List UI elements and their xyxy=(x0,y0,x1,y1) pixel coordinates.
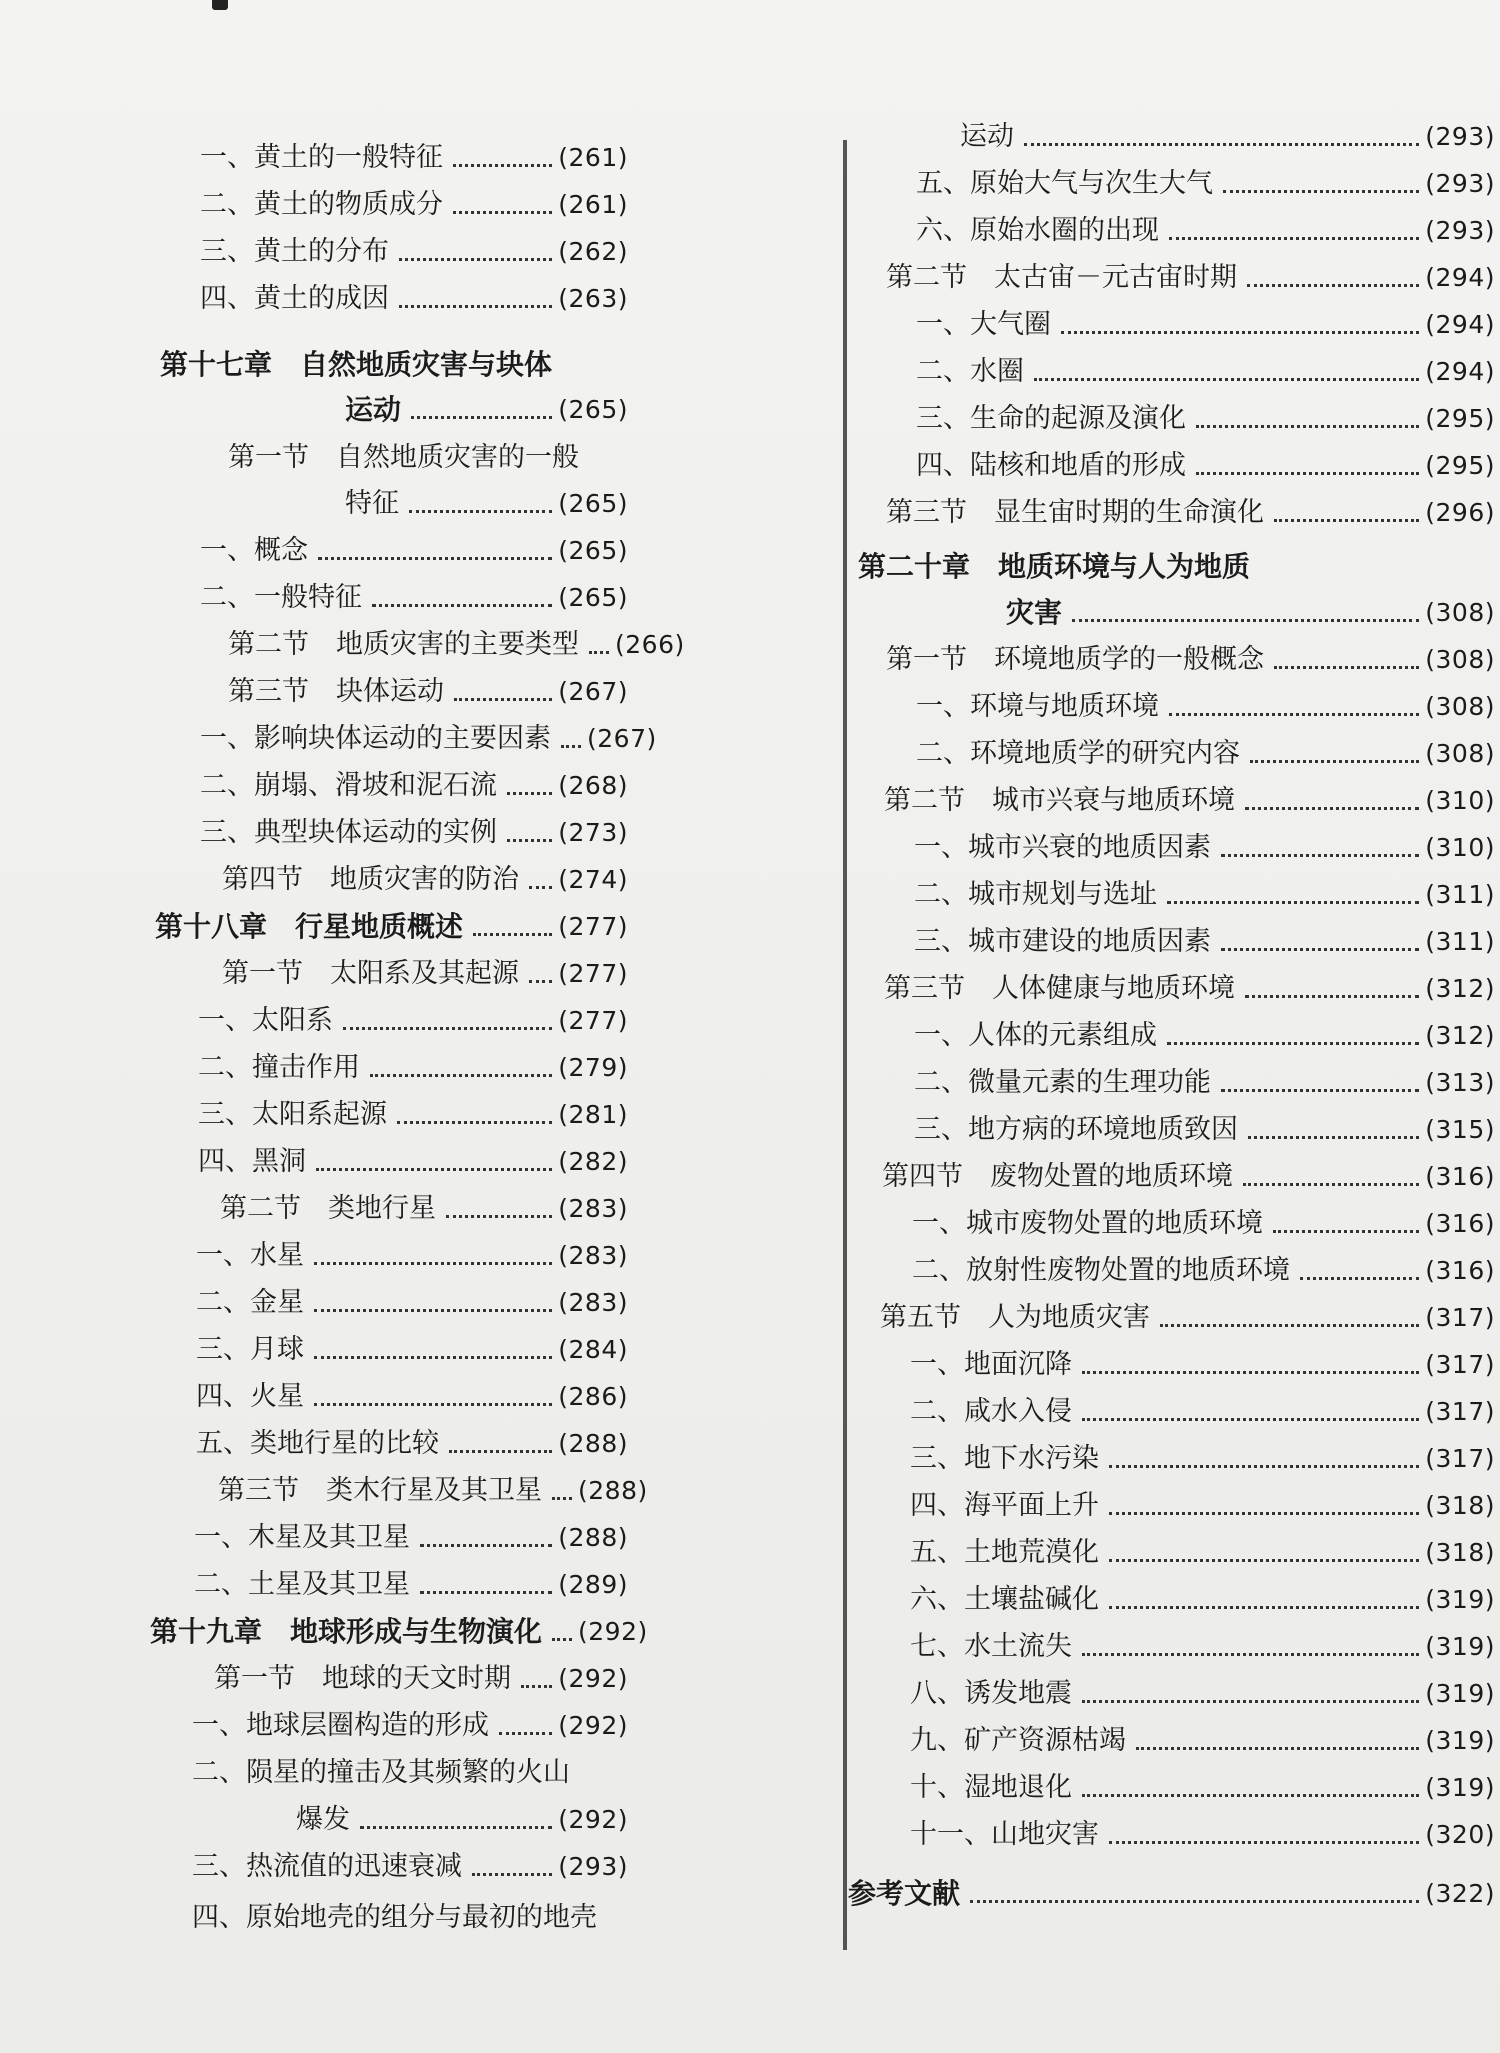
toc-page-number: (293) xyxy=(1425,169,1495,198)
left-toc-entry xyxy=(218,1473,648,1509)
dot-leader xyxy=(1109,1559,1419,1562)
toc-page-number: (316) xyxy=(1425,1209,1495,1238)
toc-entry-title: 第二十章 地质环境与人为地质 xyxy=(858,550,1251,583)
toc-page-number: (308) xyxy=(1425,598,1495,627)
dot-leader xyxy=(453,164,552,167)
toc-page-number: (317) xyxy=(1425,1303,1495,1332)
toc-page-number: (266) xyxy=(615,630,685,659)
dot-leader xyxy=(1109,1512,1419,1515)
toc-page-number: (322) xyxy=(1425,1879,1495,1908)
dot-leader xyxy=(970,1900,1419,1903)
dot-leader xyxy=(1250,760,1419,763)
toc-entry-title: 二、陨星的撞击及其频繁的火山 xyxy=(192,1757,570,1788)
dot-leader xyxy=(372,604,552,607)
right-toc-entry xyxy=(916,401,1495,437)
dot-leader xyxy=(1109,1465,1419,1468)
dot-leader xyxy=(499,1732,552,1735)
toc-page-number: (317) xyxy=(1425,1444,1495,1473)
right-toc-entry xyxy=(960,119,1495,155)
dot-leader xyxy=(1247,284,1419,287)
toc-page-number: (267) xyxy=(558,677,628,706)
toc-entry-title: 五、类地行星的比较 xyxy=(196,1428,439,1459)
toc-entry-title: 第二节 城市兴衰与地质环境 xyxy=(884,785,1235,816)
dot-leader xyxy=(1082,1371,1419,1374)
left-toc-entry xyxy=(200,721,657,757)
toc-page-number: (295) xyxy=(1425,404,1495,433)
toc-entry-title: 六、土壤盐碱化 xyxy=(910,1584,1099,1615)
toc-page-number: (308) xyxy=(1425,692,1495,721)
toc-entry-title: 一、概念 xyxy=(200,535,308,566)
dot-leader xyxy=(1169,713,1419,716)
dot-leader xyxy=(1082,1418,1419,1421)
left-toc-entry xyxy=(200,234,628,270)
left-toc-entry xyxy=(214,1661,628,1697)
toc-entry-title: 四、海平面上升 xyxy=(910,1490,1099,1521)
toc-entry-title: 第二节 地质灾害的主要类型 xyxy=(228,629,579,660)
dot-leader xyxy=(1221,1089,1419,1092)
toc-page-number: (288) xyxy=(578,1476,648,1505)
dot-leader xyxy=(397,1121,552,1124)
toc-page-number: (312) xyxy=(1425,974,1495,1003)
right-toc-entry xyxy=(916,307,1495,343)
toc-page-number: (308) xyxy=(1425,739,1495,768)
right-toc-entry xyxy=(914,924,1495,960)
toc-entry-title: 一、水星 xyxy=(196,1240,304,1271)
left-toc-entry xyxy=(228,627,685,663)
toc-entry-title: 一、大气圈 xyxy=(916,309,1051,340)
left-toc-entry xyxy=(200,140,628,176)
toc-entry-title: 二、撞击作用 xyxy=(198,1052,360,1083)
top-edge-fragment xyxy=(212,0,228,10)
dot-leader xyxy=(314,1403,552,1406)
dot-leader xyxy=(314,1356,552,1359)
toc-entry-title: 第二节 类地行星 xyxy=(220,1193,436,1224)
toc-page-number: (311) xyxy=(1425,927,1495,956)
dot-leader xyxy=(411,416,552,419)
dot-leader xyxy=(1167,901,1419,904)
toc-entry-title: 第三节 显生宙时期的生命演化 xyxy=(886,497,1264,528)
toc-page-number: (295) xyxy=(1425,451,1495,480)
left-toc-entry xyxy=(200,768,628,804)
toc-page-number: (311) xyxy=(1425,880,1495,909)
right-toc-entry xyxy=(886,495,1495,531)
left-toc-entry xyxy=(160,347,628,383)
right-toc-entry xyxy=(880,1300,1495,1336)
right-toc-entry xyxy=(886,260,1495,296)
toc-entry-title: 第十八章 行星地质概述 xyxy=(155,910,464,943)
toc-entry-title: 运动 xyxy=(345,393,402,426)
toc-entry-title: 一、城市废物处置的地质环境 xyxy=(912,1208,1263,1239)
toc-entry-title: 三、城市建设的地质因素 xyxy=(914,926,1211,957)
dot-leader xyxy=(552,1497,572,1500)
dot-leader xyxy=(561,745,581,748)
right-toc-entry xyxy=(910,1347,1495,1383)
toc-entry-title: 一、木星及其卫星 xyxy=(194,1522,410,1553)
dot-leader xyxy=(1273,1230,1419,1233)
toc-entry-title: 五、原始大气与次生大气 xyxy=(916,168,1213,199)
toc-page-number: (319) xyxy=(1425,1632,1495,1661)
dot-leader xyxy=(420,1544,552,1547)
toc-page-number: (263) xyxy=(558,284,628,313)
dot-leader xyxy=(454,698,552,701)
toc-page-number: (292) xyxy=(578,1617,648,1646)
toc-entry-title: 二、放射性废物处置的地质环境 xyxy=(912,1255,1290,1286)
toc-page-number: (292) xyxy=(558,1711,628,1740)
dot-leader xyxy=(449,1450,552,1453)
toc-entry-title: 三、典型块体运动的实例 xyxy=(200,817,497,848)
dot-leader xyxy=(529,980,552,983)
toc-page-number: (288) xyxy=(558,1523,628,1552)
toc-page-number: (279) xyxy=(558,1053,628,1082)
toc-page-number: (317) xyxy=(1425,1397,1495,1426)
dot-leader xyxy=(1221,854,1419,857)
dot-leader xyxy=(1221,948,1419,951)
left-toc-entry xyxy=(192,1755,628,1791)
right-toc-entry xyxy=(916,689,1495,725)
right-toc-entry xyxy=(910,1629,1495,1665)
right-toc-entry xyxy=(914,1018,1495,1054)
right-toc-entry xyxy=(912,1253,1495,1289)
left-toc-entry xyxy=(194,1567,628,1603)
dot-leader xyxy=(1024,143,1419,146)
toc-page-number: (310) xyxy=(1425,833,1495,862)
right-toc-entry xyxy=(882,1159,1495,1195)
toc-page-number: (292) xyxy=(558,1805,628,1834)
left-toc-entry xyxy=(192,1849,628,1885)
toc-page-number: (294) xyxy=(1425,310,1495,339)
toc-page-number: (293) xyxy=(558,1852,628,1881)
toc-entry-title: 特征 xyxy=(345,488,399,519)
dot-leader xyxy=(552,1638,572,1641)
toc-entry-title: 一、环境与地质环境 xyxy=(916,691,1159,722)
dot-leader xyxy=(507,839,552,842)
toc-page-number: (277) xyxy=(558,959,628,988)
toc-entry-title: 四、火星 xyxy=(196,1381,304,1412)
toc-entry-title: 一、影响块体运动的主要因素 xyxy=(200,723,551,754)
left-toc-entry xyxy=(200,187,628,223)
toc-page-number: (277) xyxy=(558,912,628,941)
toc-page-number: (318) xyxy=(1425,1538,1495,1567)
right-toc-entry xyxy=(910,1582,1495,1618)
dot-leader xyxy=(507,792,552,795)
left-toc-entry xyxy=(222,862,628,898)
right-toc-entry xyxy=(848,1876,1495,1912)
dot-leader xyxy=(1160,1324,1419,1327)
right-toc-entry xyxy=(916,354,1495,390)
toc-entry-title: 十一、山地灾害 xyxy=(910,1819,1099,1850)
toc-entry-title: 第十七章 自然地质灾害与块体 xyxy=(160,348,553,381)
left-toc-entry xyxy=(222,956,628,992)
toc-entry-title: 运动 xyxy=(960,121,1014,152)
toc-page-number: (284) xyxy=(558,1335,628,1364)
toc-entry-title: 三、月球 xyxy=(196,1334,304,1365)
right-toc-entry xyxy=(912,1206,1495,1242)
toc-page-number: (283) xyxy=(558,1288,628,1317)
right-toc-entry xyxy=(916,166,1495,202)
left-toc-entry xyxy=(192,1708,628,1744)
toc-entry-title: 第一节 自然地质灾害的一般 xyxy=(228,442,579,473)
toc-entry-title: 二、土星及其卫星 xyxy=(194,1569,410,1600)
toc-page-number: (267) xyxy=(587,724,657,753)
toc-page-number: (310) xyxy=(1425,786,1495,815)
right-toc-entry xyxy=(884,783,1495,819)
toc-entry-title: 第一节 太阳系及其起源 xyxy=(222,958,519,989)
toc-entry-title: 第三节 人体健康与地质环境 xyxy=(884,973,1235,1004)
toc-entry-title: 三、热流值的迅速衰减 xyxy=(192,1851,462,1882)
toc-entry-title: 第一节 地球的天文时期 xyxy=(214,1663,511,1694)
dot-leader xyxy=(1245,995,1419,998)
toc-page-number: (265) xyxy=(558,536,628,565)
left-toc-entry xyxy=(198,1050,628,1086)
right-toc-entry xyxy=(886,642,1495,678)
toc-entry-title: 四、原始地壳的组分与最初的地壳 xyxy=(192,1902,597,1933)
dot-leader xyxy=(360,1826,552,1829)
toc-entry-title: 三、地下水污染 xyxy=(910,1443,1099,1474)
toc-page-number: (316) xyxy=(1425,1162,1495,1191)
toc-entry-title: 二、城市规划与选址 xyxy=(914,879,1157,910)
toc-entry-title: 二、水圈 xyxy=(916,356,1024,387)
dot-leader xyxy=(1300,1277,1419,1280)
toc-entry-title: 九、矿产资源枯竭 xyxy=(910,1725,1126,1756)
dot-leader xyxy=(453,211,552,214)
toc-entry-title: 二、一般特征 xyxy=(200,582,362,613)
right-toc-entry xyxy=(914,877,1495,913)
right-toc-entry xyxy=(916,213,1495,249)
dot-leader xyxy=(316,1168,552,1171)
toc-entry-title: 三、黄土的分布 xyxy=(200,236,389,267)
toc-entry-title: 五、土地荒漠化 xyxy=(910,1537,1099,1568)
dot-leader xyxy=(318,557,552,560)
toc-page-number: (265) xyxy=(558,583,628,612)
dot-leader xyxy=(446,1215,552,1218)
right-toc-entry xyxy=(910,1676,1495,1712)
toc-page-number: (319) xyxy=(1425,1585,1495,1614)
right-toc-entry xyxy=(910,1535,1495,1571)
right-toc-entry xyxy=(916,448,1495,484)
left-toc-entry xyxy=(228,440,628,476)
left-toc-entry xyxy=(196,1332,628,1368)
dot-leader xyxy=(409,510,552,513)
toc-entry-title: 三、生命的起源及演化 xyxy=(916,403,1186,434)
toc-page-number: (282) xyxy=(558,1147,628,1176)
dot-leader xyxy=(1136,1747,1419,1750)
toc-page-number: (288) xyxy=(558,1429,628,1458)
toc-entry-title: 六、原始水圈的出现 xyxy=(916,215,1159,246)
toc-entry-title: 二、黄土的物质成分 xyxy=(200,189,443,220)
dot-leader xyxy=(472,1873,552,1876)
dot-leader xyxy=(1109,1841,1419,1844)
dot-leader xyxy=(1082,1653,1419,1656)
left-toc-entry xyxy=(192,1900,628,1936)
dot-leader xyxy=(529,886,552,889)
toc-page-number: (315) xyxy=(1425,1115,1495,1144)
toc-page-number: (261) xyxy=(558,190,628,219)
toc-page-number: (312) xyxy=(1425,1021,1495,1050)
left-toc-entry xyxy=(150,1614,648,1650)
dot-leader xyxy=(1061,331,1419,334)
toc-page-number: (292) xyxy=(558,1664,628,1693)
dot-leader xyxy=(589,651,609,654)
toc-entry-title: 二、崩塌、滑坡和泥石流 xyxy=(200,770,497,801)
toc-entry-title: 二、金星 xyxy=(196,1287,304,1318)
dot-leader xyxy=(1082,1794,1419,1797)
toc-page-number: (277) xyxy=(558,1006,628,1035)
dot-leader xyxy=(370,1074,552,1077)
toc-entry-title: 一、太阳系 xyxy=(198,1005,333,1036)
toc-entry-title: 四、陆核和地盾的形成 xyxy=(916,450,1186,481)
toc-page-number: (319) xyxy=(1425,1679,1495,1708)
right-toc-entry xyxy=(910,1441,1495,1477)
column-divider xyxy=(843,140,847,1950)
toc-page-number: (294) xyxy=(1425,263,1495,292)
toc-entry-title: 一、人体的元素组成 xyxy=(914,1020,1157,1051)
toc-page-number: (286) xyxy=(558,1382,628,1411)
dot-leader xyxy=(1274,666,1419,669)
dot-leader xyxy=(1034,378,1419,381)
left-toc-entry xyxy=(345,486,628,522)
dot-leader xyxy=(521,1685,552,1688)
toc-page-number: (317) xyxy=(1425,1350,1495,1379)
toc-entry-title: 一、黄土的一般特征 xyxy=(200,142,443,173)
toc-page-number: (265) xyxy=(558,489,628,518)
toc-page-number: (316) xyxy=(1425,1256,1495,1285)
toc-entry-title: 第二节 太古宙－元古宙时期 xyxy=(886,262,1237,293)
toc-page-number: (313) xyxy=(1425,1068,1495,1097)
left-toc-entry xyxy=(194,1520,628,1556)
toc-entry-title: 灾害 xyxy=(1006,596,1063,629)
left-toc-entry xyxy=(196,1238,628,1274)
left-toc-entry xyxy=(345,392,628,428)
right-toc-entry xyxy=(910,1817,1495,1853)
toc-entry-title: 第三节 类木行星及其卫星 xyxy=(218,1475,542,1506)
toc-page-number: (320) xyxy=(1425,1820,1495,1849)
toc-entry-title: 十、湿地退化 xyxy=(910,1772,1072,1803)
toc-entry-title: 第十九章 地球形成与生物演化 xyxy=(150,1615,543,1648)
toc-page-number: (261) xyxy=(558,143,628,172)
toc-page-number: (268) xyxy=(558,771,628,800)
toc-entry-title: 七、水土流失 xyxy=(910,1631,1072,1662)
dot-leader xyxy=(420,1591,552,1594)
dot-leader xyxy=(1274,519,1419,522)
toc-page-number: (318) xyxy=(1425,1491,1495,1520)
right-toc-entry xyxy=(910,1488,1495,1524)
right-toc-entry xyxy=(914,830,1495,866)
toc-entry-title: 一、地面沉降 xyxy=(910,1349,1072,1380)
left-toc-entry xyxy=(196,1426,628,1462)
toc-page-number: (294) xyxy=(1425,357,1495,386)
left-toc-entry xyxy=(196,1379,628,1415)
dot-leader xyxy=(1169,237,1419,240)
dot-leader xyxy=(1082,1700,1419,1703)
dot-leader xyxy=(473,933,552,936)
toc-entry-title: 第一节 环境地质学的一般概念 xyxy=(886,644,1264,675)
toc-entry-title: 四、黑洞 xyxy=(198,1146,306,1177)
toc-page-number: (293) xyxy=(1425,122,1495,151)
toc-entry-title: 四、黄土的成因 xyxy=(200,283,389,314)
dot-leader xyxy=(1109,1606,1419,1609)
left-toc-entry xyxy=(155,909,628,945)
toc-entry-title: 爆发 xyxy=(296,1804,350,1835)
dot-leader xyxy=(1196,425,1419,428)
toc-entry-title: 第三节 块体运动 xyxy=(228,676,444,707)
dot-leader xyxy=(399,305,552,308)
toc-page-number: (273) xyxy=(558,818,628,847)
left-toc-entry xyxy=(200,580,628,616)
toc-entry-title: 第五节 人为地质灾害 xyxy=(880,1302,1150,1333)
dot-leader xyxy=(314,1309,552,1312)
left-toc-entry xyxy=(198,1144,628,1180)
right-toc-entry xyxy=(910,1394,1495,1430)
right-toc-entry xyxy=(916,736,1495,772)
toc-entry-title: 二、咸水入侵 xyxy=(910,1396,1072,1427)
left-toc-entry xyxy=(200,533,628,569)
toc-page-number: (308) xyxy=(1425,645,1495,674)
right-toc-entry xyxy=(914,1112,1495,1148)
dot-leader xyxy=(1243,1183,1419,1186)
toc-page-number: (319) xyxy=(1425,1726,1495,1755)
left-toc-entry xyxy=(198,1097,628,1133)
toc-entry-title: 二、微量元素的生理功能 xyxy=(914,1067,1211,1098)
left-toc-entry xyxy=(220,1191,628,1227)
dot-leader xyxy=(343,1027,552,1030)
right-toc-entry xyxy=(910,1770,1495,1806)
dot-leader xyxy=(1248,1136,1419,1139)
dot-leader xyxy=(399,258,552,261)
right-toc-entry xyxy=(858,549,1495,585)
toc-page-number: (265) xyxy=(558,395,628,424)
left-toc-entry xyxy=(228,674,628,710)
left-toc-entry xyxy=(198,1003,628,1039)
toc-entry-title: 三、地方病的环境地质致因 xyxy=(914,1114,1238,1145)
left-toc-entry xyxy=(196,1285,628,1321)
right-toc-entry xyxy=(884,971,1495,1007)
toc-page-number: (289) xyxy=(558,1570,628,1599)
dot-leader xyxy=(1223,190,1419,193)
dot-leader xyxy=(1167,1042,1419,1045)
toc-entry-title: 八、诱发地震 xyxy=(910,1678,1072,1709)
dot-leader xyxy=(314,1262,552,1265)
right-toc-entry xyxy=(914,1065,1495,1101)
right-toc-entry xyxy=(910,1723,1495,1759)
toc-entry-title: 参考文献 xyxy=(848,1877,961,1910)
toc-page-number: (274) xyxy=(558,865,628,894)
toc-entry-title: 三、太阳系起源 xyxy=(198,1099,387,1130)
toc-page-number: (281) xyxy=(558,1100,628,1129)
toc-entry-title: 二、环境地质学的研究内容 xyxy=(916,738,1240,769)
toc-page-number: (296) xyxy=(1425,498,1495,527)
dot-leader xyxy=(1072,619,1419,622)
left-toc-entry xyxy=(200,281,628,317)
right-toc-entry xyxy=(1006,595,1495,631)
toc-entry-title: 第四节 废物处置的地质环境 xyxy=(882,1161,1233,1192)
toc-page-number: (319) xyxy=(1425,1773,1495,1802)
toc-page-number: (283) xyxy=(558,1194,628,1223)
toc-entry-title: 一、地球层圈构造的形成 xyxy=(192,1710,489,1741)
toc-entry-title: 一、城市兴衰的地质因素 xyxy=(914,832,1211,863)
toc-page-number: (293) xyxy=(1425,216,1495,245)
dot-leader xyxy=(1196,472,1419,475)
toc-page-number: (262) xyxy=(558,237,628,266)
dot-leader xyxy=(1245,807,1419,810)
toc-entry-title: 第四节 地质灾害的防治 xyxy=(222,864,519,895)
left-toc-entry xyxy=(200,815,628,851)
left-toc-entry xyxy=(296,1802,628,1838)
toc-page-number: (283) xyxy=(558,1241,628,1270)
